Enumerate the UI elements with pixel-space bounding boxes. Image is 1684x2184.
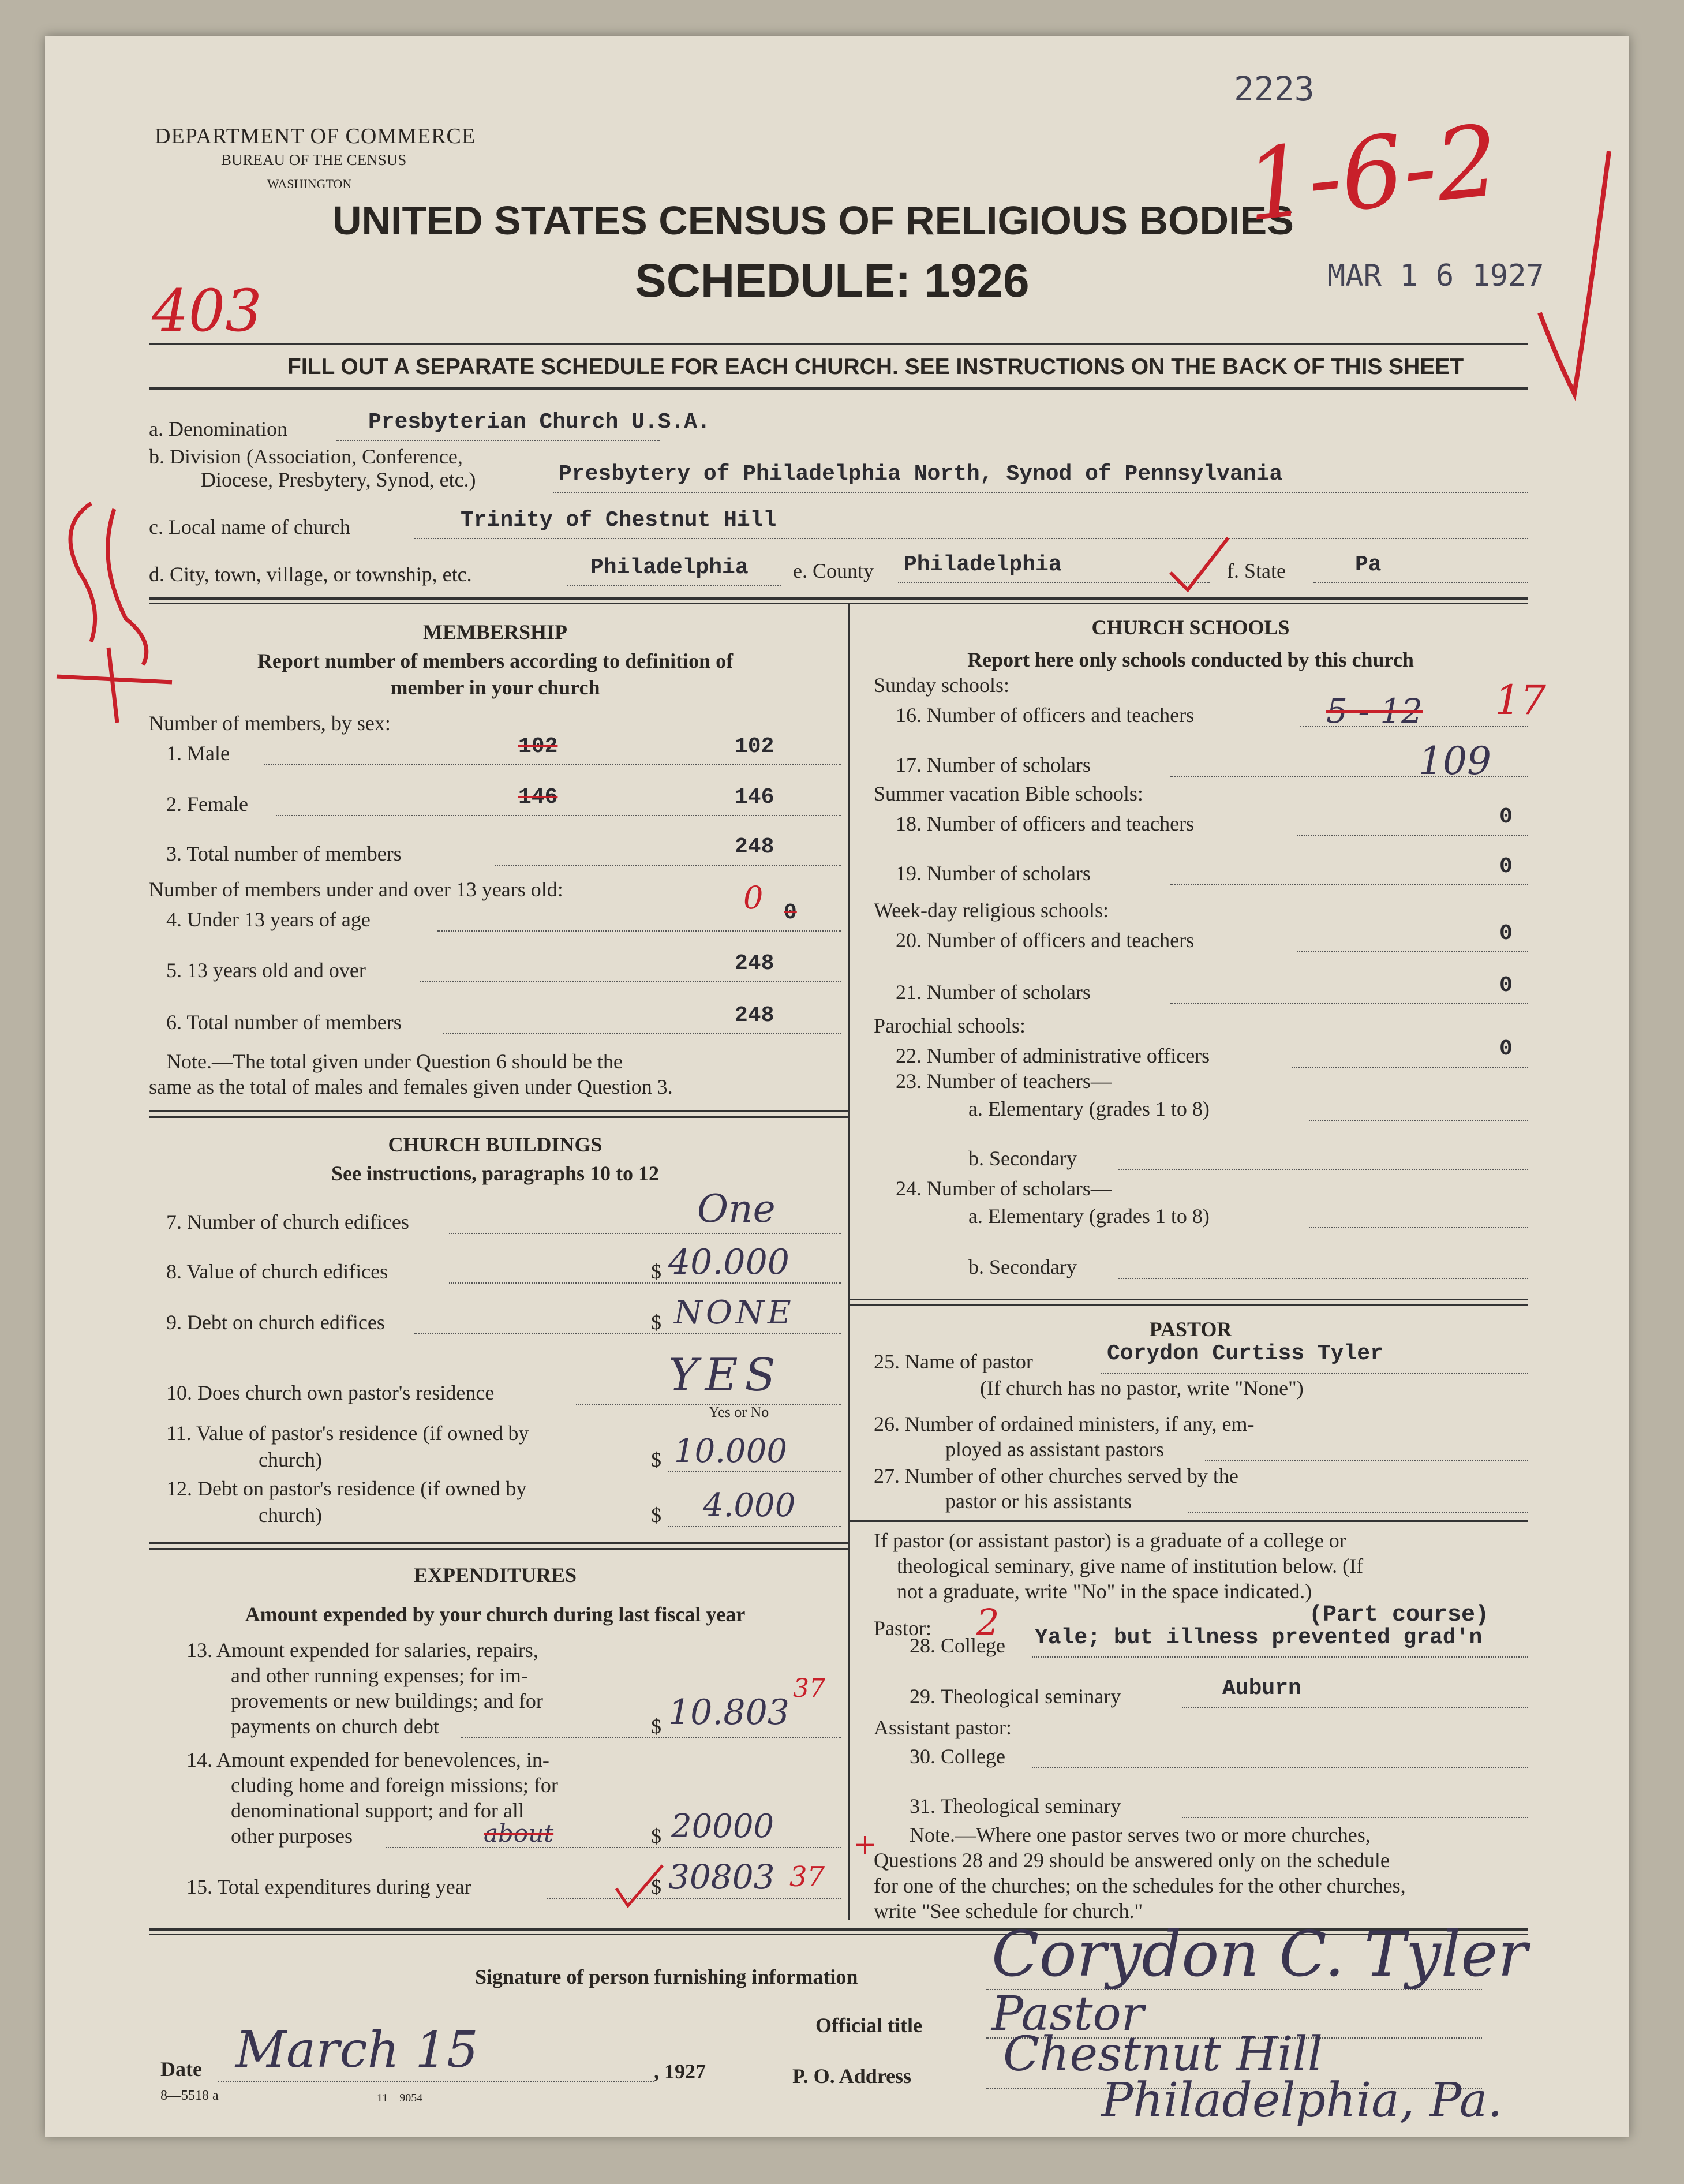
q25-line — [1101, 1373, 1528, 1374]
q2-line — [276, 815, 841, 816]
q26-label-1: 26. Number of ordained ministers, if any, em- — [874, 1412, 1255, 1435]
q14-line-2: cluding home and foreign missions; for — [231, 1774, 558, 1797]
q9-line — [414, 1333, 841, 1334]
division-line — [553, 492, 1528, 493]
q16-struck-value: 5 - 12 — [1326, 691, 1423, 731]
q20-label: 20. Number of officers and teachers — [896, 929, 1195, 952]
q3-line — [495, 865, 841, 866]
members-by-sex-label: Number of members, by sex: — [149, 712, 391, 735]
q22-value: 0 — [1499, 1037, 1513, 1061]
red-tick-county — [1165, 532, 1234, 601]
pastor-note-1: Note.—Where one pastor serves two or more churches, — [910, 1823, 1371, 1846]
q28-note: (Part course) — [1309, 1602, 1490, 1628]
membership-rule-2 — [149, 1116, 848, 1118]
q20-line — [1297, 951, 1528, 952]
q12-label-2: church) — [259, 1504, 322, 1527]
summer-schools-label: Summer vacation Bible schools: — [874, 782, 1143, 805]
membership-intro-1: Report number of members according to definition of — [257, 649, 734, 672]
q24a-line — [1309, 1227, 1528, 1228]
buildings-heading: CHURCH BUILDINGS — [388, 1133, 603, 1156]
sunday-schools-label: Sunday schools: — [874, 674, 1010, 697]
q10-label: 10. Does church own pastor's residence — [166, 1381, 495, 1404]
q13-line-3: provements or new buildings; and for — [231, 1689, 543, 1712]
po-address-value-1: Chestnut Hill — [1003, 2027, 1323, 2082]
expenditures-intro: Amount expended by your church during last fiscal year — [245, 1603, 746, 1626]
q12-label-1: 12. Debt on pastor's residence (if owned by — [166, 1477, 527, 1500]
division-label-1: b. Division (Association, Conference, — [149, 445, 463, 468]
q11-label-2: church) — [259, 1448, 322, 1471]
q24-label: 24. Number of scholars— — [896, 1177, 1112, 1200]
denomination-value: Presbyterian Church U.S.A. — [368, 410, 710, 435]
schools-rule — [850, 1299, 1528, 1300]
q9-label: 9. Debt on church edifices — [166, 1311, 385, 1334]
denomination-line — [336, 440, 660, 441]
pastor-note-3: for one of the churches; on the schedules for the other churches, — [874, 1874, 1406, 1897]
form-title: UNITED STATES CENSUS OF RELIGIOUS BODIES — [332, 198, 1294, 243]
q15-dollar: $ — [651, 1875, 661, 1898]
q12-line — [668, 1526, 841, 1527]
q22-line — [1292, 1067, 1528, 1068]
q12-value: 4.000 — [703, 1487, 796, 1524]
q18-label: 18. Number of officers and teachers — [896, 812, 1195, 835]
schools-intro: Report here only schools conducted by this church — [967, 648, 1414, 671]
q26-label-2: ployed as assistant pastors — [945, 1438, 1164, 1461]
q27-label-1: 27. Number of other churches served by the — [874, 1464, 1238, 1487]
county-value: Philadelphia — [904, 552, 1062, 577]
q29-line — [1182, 1707, 1528, 1708]
q13-dollar: $ — [651, 1715, 661, 1738]
identity-rule-2 — [149, 603, 1528, 604]
q9-dollar: $ — [651, 1311, 661, 1334]
q15-label: 15. Total expenditures during year — [186, 1875, 471, 1898]
q28-label: 28. College — [910, 1634, 1005, 1657]
city-value: Philadelphia — [590, 555, 749, 580]
q8-dollar: $ — [651, 1260, 661, 1283]
state-label: f. State — [1227, 559, 1286, 582]
q13-value: 10.803 — [668, 1692, 789, 1733]
members-by-age-label: Number of members under and over 13 years old: — [149, 878, 563, 901]
local-name-label: c. Local name of church — [149, 515, 350, 538]
q25-value: Corydon Curtiss Tyler — [1107, 1341, 1383, 1366]
city-label: WASHINGTON — [267, 177, 352, 191]
po-address-value-2: Philadelphia, Pa. — [1101, 2073, 1503, 2128]
q6-line — [443, 1033, 841, 1034]
date-label: Date — [160, 2058, 202, 2081]
q4-line — [437, 930, 841, 932]
q19-label: 19. Number of scholars — [896, 862, 1091, 885]
q14-struck-word: about — [484, 1819, 554, 1848]
identity-rule — [149, 597, 1528, 600]
q1-line — [264, 764, 841, 765]
q14-value: 20000 — [671, 1808, 774, 1845]
q8-value: 40.000 — [668, 1242, 789, 1282]
q11-line — [668, 1471, 841, 1472]
membership-intro-2: member in your church — [390, 676, 600, 699]
q7-label: 7. Number of church edifices — [166, 1210, 409, 1233]
pastor-note-4: write "See schedule for church." — [874, 1899, 1143, 1923]
q20-value: 0 — [1499, 921, 1513, 946]
census-schedule-sheet — [45, 36, 1629, 2137]
q11-dollar: $ — [651, 1448, 661, 1471]
q21-line — [1170, 1003, 1528, 1004]
q14-amount-line — [386, 1847, 841, 1848]
q14-line-1: 14. Amount expended for benevolences, in- — [186, 1748, 549, 1771]
q4-value: 0 — [743, 880, 764, 916]
division-value: Presbytery of Philadelphia North, Synod of Pennsylvania — [559, 462, 1283, 487]
red-check-mark — [1534, 140, 1621, 405]
q15-value: 30803 — [668, 1857, 775, 1897]
q23a-line — [1309, 1120, 1528, 1121]
weekday-schools-label: Week-day religious schools: — [874, 899, 1109, 922]
column-divider — [848, 604, 850, 1920]
official-title-value: Pastor — [991, 1987, 1144, 2041]
red-tick-total — [611, 1860, 668, 1912]
q7-value: One — [697, 1187, 776, 1231]
q14-line-4: other purposes — [231, 1824, 353, 1848]
membership-rule — [149, 1110, 848, 1112]
q18-line — [1297, 835, 1528, 836]
local-name-line — [414, 538, 1528, 539]
q28-value: Yale; but illness prevented grad'n — [1035, 1625, 1483, 1650]
schools-heading: CHURCH SCHOOLS — [1091, 616, 1290, 639]
q31-line — [1182, 1817, 1528, 1818]
date-line — [218, 2081, 654, 2082]
red-margin-scribble — [45, 492, 184, 734]
q24b-line — [1118, 1278, 1528, 1279]
q11-label-1: 11. Value of pastor's residence (if owned by — [166, 1422, 529, 1445]
assistant-pastor-subheading: Assistant pastor: — [874, 1716, 1012, 1739]
q21-value: 0 — [1499, 973, 1513, 998]
print-number: 11—9054 — [377, 2092, 423, 2104]
q4-label: 4. Under 13 years of age — [166, 908, 371, 931]
q23a-label: a. Elementary (grades 1 to 8) — [968, 1097, 1210, 1120]
q14-line-3: denominational support; and for all — [231, 1799, 524, 1822]
state-line — [1313, 582, 1528, 583]
q5-line — [420, 981, 841, 982]
pastor-heading: PASTOR — [1149, 1318, 1232, 1341]
q15-line — [547, 1898, 841, 1899]
q25-label: 25. Name of pastor — [874, 1350, 1033, 1373]
red-plus-mark: + — [853, 1827, 877, 1861]
red-batch-number: 403 — [152, 277, 262, 345]
banner-rule-bottom — [149, 387, 1528, 390]
q13-line-2: and other running expenses; for im- — [231, 1664, 528, 1687]
schedule-title: SCHEDULE: 1926 — [635, 255, 1030, 307]
official-title-label: Official title — [815, 2014, 922, 2037]
q13-cents: 37 — [793, 1674, 825, 1703]
graduate-instruction-3: not a graduate, write "No" in the space indicated.) — [897, 1580, 1312, 1603]
q21-label: 21. Number of scholars — [896, 981, 1091, 1004]
serial-stamp: 2223 — [1234, 69, 1315, 109]
q13-line-1: 13. Amount expended for salaries, repairs, — [186, 1639, 538, 1662]
q9-value: NONE — [674, 1294, 795, 1332]
buildings-rule-2 — [149, 1548, 848, 1550]
department-label: DEPARTMENT OF COMMERCE — [155, 124, 476, 148]
q8-label: 8. Value of church edifices — [166, 1260, 388, 1283]
county-label: e. County — [793, 559, 874, 582]
q23b-line — [1118, 1169, 1528, 1170]
pastor-red-mark: 2 — [976, 1601, 1000, 1643]
q7-line — [449, 1233, 841, 1234]
buildings-rule — [149, 1542, 848, 1544]
red-classification-code: 1-6-2 — [1240, 103, 1505, 244]
q17-value: 109 — [1419, 739, 1491, 783]
q23-label: 23. Number of teachers— — [896, 1069, 1112, 1093]
signature-label: Signature of person furnishing information — [475, 1965, 858, 1988]
q29-label: 29. Theological seminary — [910, 1685, 1121, 1708]
q25-hint: (If church has no pastor, write "None") — [980, 1377, 1304, 1400]
q17-label: 17. Number of scholars — [896, 753, 1091, 776]
buildings-intro: See instructions, paragraphs 10 to 12 — [331, 1162, 660, 1185]
q30-line — [1032, 1767, 1528, 1768]
bureau-label: BUREAU OF THE CENSUS — [221, 151, 407, 169]
q14-dollar: $ — [651, 1824, 661, 1848]
q22-label: 22. Number of administrative officers — [896, 1044, 1210, 1067]
q6-label: 6. Total number of members — [166, 1011, 402, 1034]
q6-value: 248 — [735, 1003, 774, 1028]
q18-value: 0 — [1499, 805, 1513, 829]
q3-label: 3. Total number of members — [166, 842, 402, 865]
po-address-label: P. O. Address — [792, 2065, 912, 2088]
q1-label: 1. Male — [166, 742, 230, 765]
q24b-label: b. Secondary — [968, 1255, 1077, 1278]
graduate-instruction-1: If pastor (or assistant pastor) is a graduate of a college or — [874, 1529, 1346, 1552]
q27-label-2: pastor or his assistants — [945, 1490, 1132, 1513]
q13-line-4: payments on church debt — [231, 1715, 439, 1738]
q4-struck-value: 0 — [784, 900, 797, 925]
membership-heading: MEMBERSHIP — [422, 620, 567, 644]
q23b-label: b. Secondary — [968, 1147, 1077, 1170]
city-line — [567, 585, 781, 586]
form-number: 8—5518 a — [160, 2088, 219, 2103]
q19-line — [1170, 884, 1528, 885]
parochial-schools-label: Parochial schools: — [874, 1014, 1026, 1037]
signature-value: Corydon C. Tyler — [991, 1919, 1528, 1991]
q29-value: Auburn — [1222, 1676, 1301, 1701]
q12-dollar: $ — [651, 1504, 661, 1527]
membership-note-1: Note.—The total given under Question 6 should be the — [166, 1050, 623, 1073]
date-value: March 15 — [235, 2021, 478, 2079]
q10-value: YES — [668, 1349, 783, 1401]
yes-no-hint: Yes or No — [709, 1404, 769, 1420]
q28-line — [1032, 1656, 1528, 1658]
q8-line — [449, 1282, 841, 1284]
q16-label: 16. Number of officers and teachers — [896, 704, 1195, 727]
received-date-stamp: MAR 1 6 1927 — [1327, 259, 1544, 293]
pastor-note-2: Questions 28 and 29 should be answered only on the schedule — [874, 1849, 1390, 1872]
q1-value: 102 — [735, 734, 774, 759]
expenditures-heading: EXPENDITURES — [413, 1564, 577, 1587]
county-line — [898, 582, 1210, 583]
q2-value: 146 — [735, 785, 774, 810]
q2-struck-value: 146 — [518, 785, 558, 810]
q5-value: 248 — [735, 951, 774, 976]
pastor-subheading: Pastor: — [874, 1617, 932, 1640]
q16-value: 17 — [1495, 676, 1547, 724]
q11-value: 10.000 — [674, 1433, 787, 1470]
membership-note-2: same as the total of males and females given under Question 3. — [149, 1075, 673, 1098]
q24a-label: a. Elementary (grades 1 to 8) — [968, 1205, 1210, 1228]
q5-label: 5. 13 years old and over — [166, 959, 366, 982]
schools-rule-2 — [850, 1304, 1528, 1306]
q19-value: 0 — [1499, 854, 1513, 879]
graduate-instruction-2: theological seminary, give name of institution below. (If — [897, 1554, 1364, 1577]
city-field-label: d. City, town, village, or township, etc. — [149, 563, 472, 586]
local-name-value: Trinity of Chestnut Hill — [461, 508, 777, 533]
pastor-rule — [850, 1520, 1528, 1522]
date-year: , 1927 — [654, 2060, 706, 2083]
q31-label: 31. Theological seminary — [910, 1794, 1121, 1817]
q30-label: 30. College — [910, 1745, 1005, 1768]
q1-struck-value: 102 — [518, 734, 558, 759]
q26-line — [1205, 1460, 1528, 1461]
state-value: Pa — [1355, 552, 1382, 577]
denomination-label: a. Denomination — [149, 417, 287, 440]
instruction-banner: FILL OUT A SEPARATE SCHEDULE FOR EACH CHURCH. SEE INSTRUCTIONS ON THE BACK OF THIS SHEET — [287, 354, 1464, 379]
q27-line — [1188, 1512, 1528, 1513]
q3-value: 248 — [735, 835, 774, 859]
q15-cents: 37 — [789, 1861, 825, 1893]
banner-rule-top — [149, 343, 1528, 345]
division-label-2: Diocese, Presbytery, Synod, etc.) — [201, 468, 476, 491]
q2-label: 2. Female — [166, 792, 248, 816]
